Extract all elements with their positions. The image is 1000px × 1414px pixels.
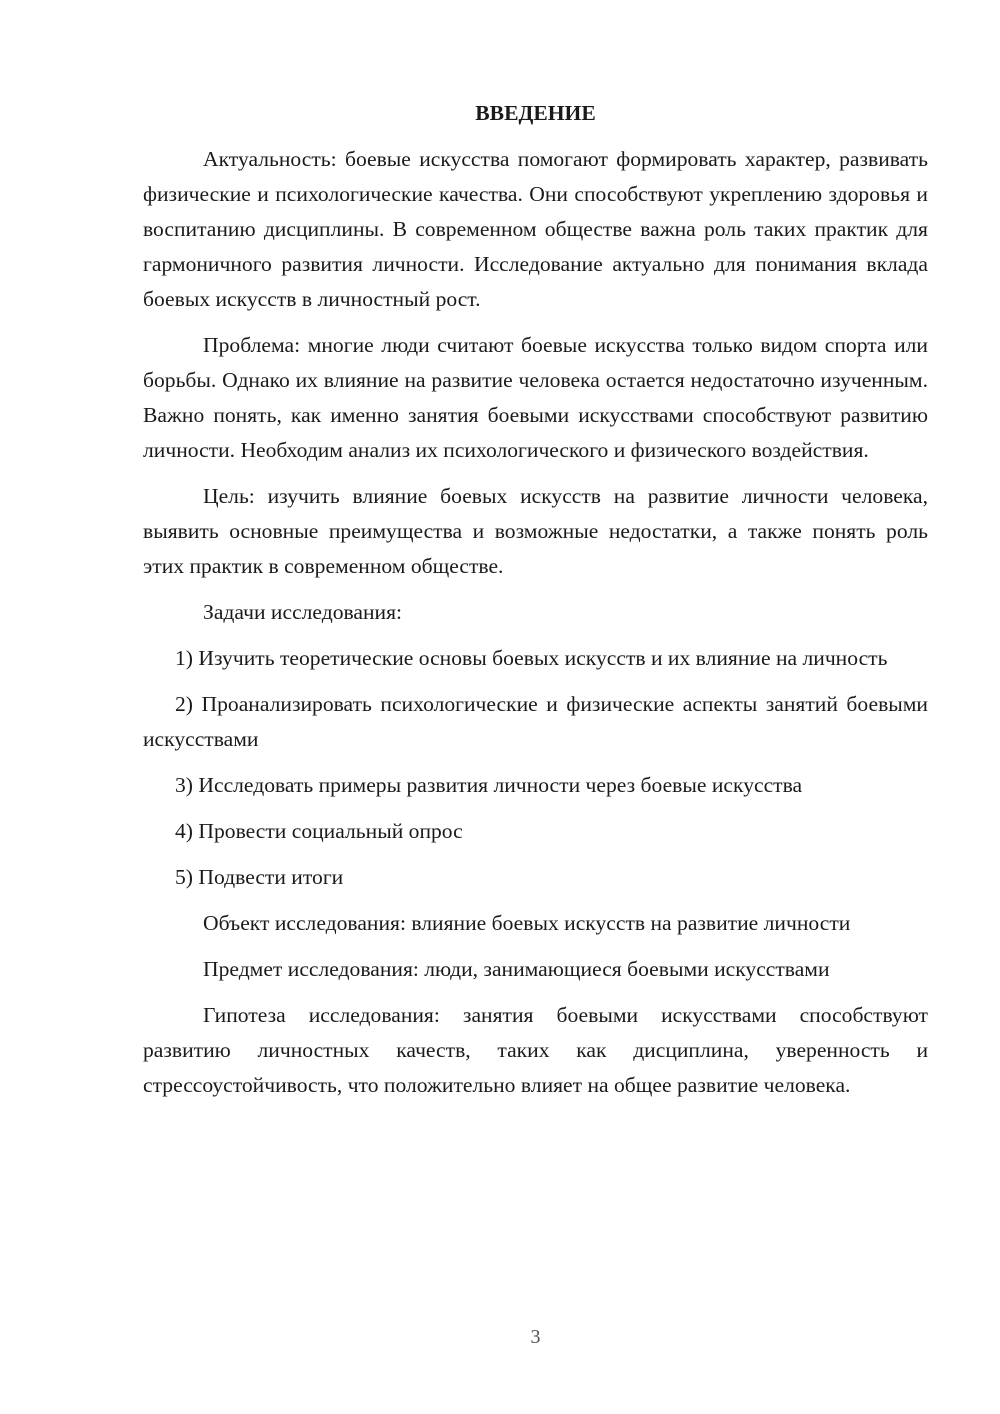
page-title: ВВЕДЕНИЕ xyxy=(475,101,596,125)
relevance-paragraph: Актуальность: боевые искусства помогают формировать характер, развивать физические и психологические качества. Они способствуют укреплению здоровья и воспитанию дисциплины. В современном обществе важна роль таких практик для гармоничного развития личности. Исследование актуально для понимания вклада боевых искусств в личностный рост. xyxy=(143,147,928,311)
task-item-2: 2) Проанализировать психологические и физические аспекты занятий боевыми искусствами xyxy=(143,692,928,751)
task-item-1: 1) Изучить теоретические основы боевых искусств и их влияние на личность xyxy=(175,646,888,670)
goal-paragraph: Цель: изучить влияние боевых искусств на развитие личности человека, выявить основные преимущества и возможные недостатки, а также понять роль этих практик в современном обществе. xyxy=(143,484,928,578)
document-page xyxy=(143,96,928,1103)
tasks-heading: Задачи исследования: xyxy=(203,600,403,624)
task-item-4: 4) Провести социальный опрос xyxy=(175,819,463,843)
subject-paragraph: Предмет исследования: люди, занимающиеся боевыми искусствами xyxy=(203,957,830,981)
problem-paragraph: Проблема: многие люди считают боевые искусства только видом спорта или борьбы. Однако их влияние на развитие человека остается недостаточно изученным. Важно понять, как именно занятия боевыми искусствами способствуют развитию личности. Необходим анализ их психологического и физического воздействия. xyxy=(143,333,928,462)
page-number: 3 xyxy=(530,1326,541,1348)
hypothesis-paragraph: Гипотеза исследования: занятия боевыми искусствами способствуют развитию личностных качеств, таких как дисциплина, уверенность и стрессоустойчивость, что положительно влияет на общее развитие человека. xyxy=(143,1003,928,1097)
tasks-list xyxy=(143,641,928,895)
task-item-5: 5) Подвести итоги xyxy=(175,865,344,889)
task-item-3: 3) Исследовать примеры развития личности через боевые искусства xyxy=(175,773,803,797)
object-paragraph: Объект исследования: влияние боевых искусств на развитие личности xyxy=(203,911,851,935)
